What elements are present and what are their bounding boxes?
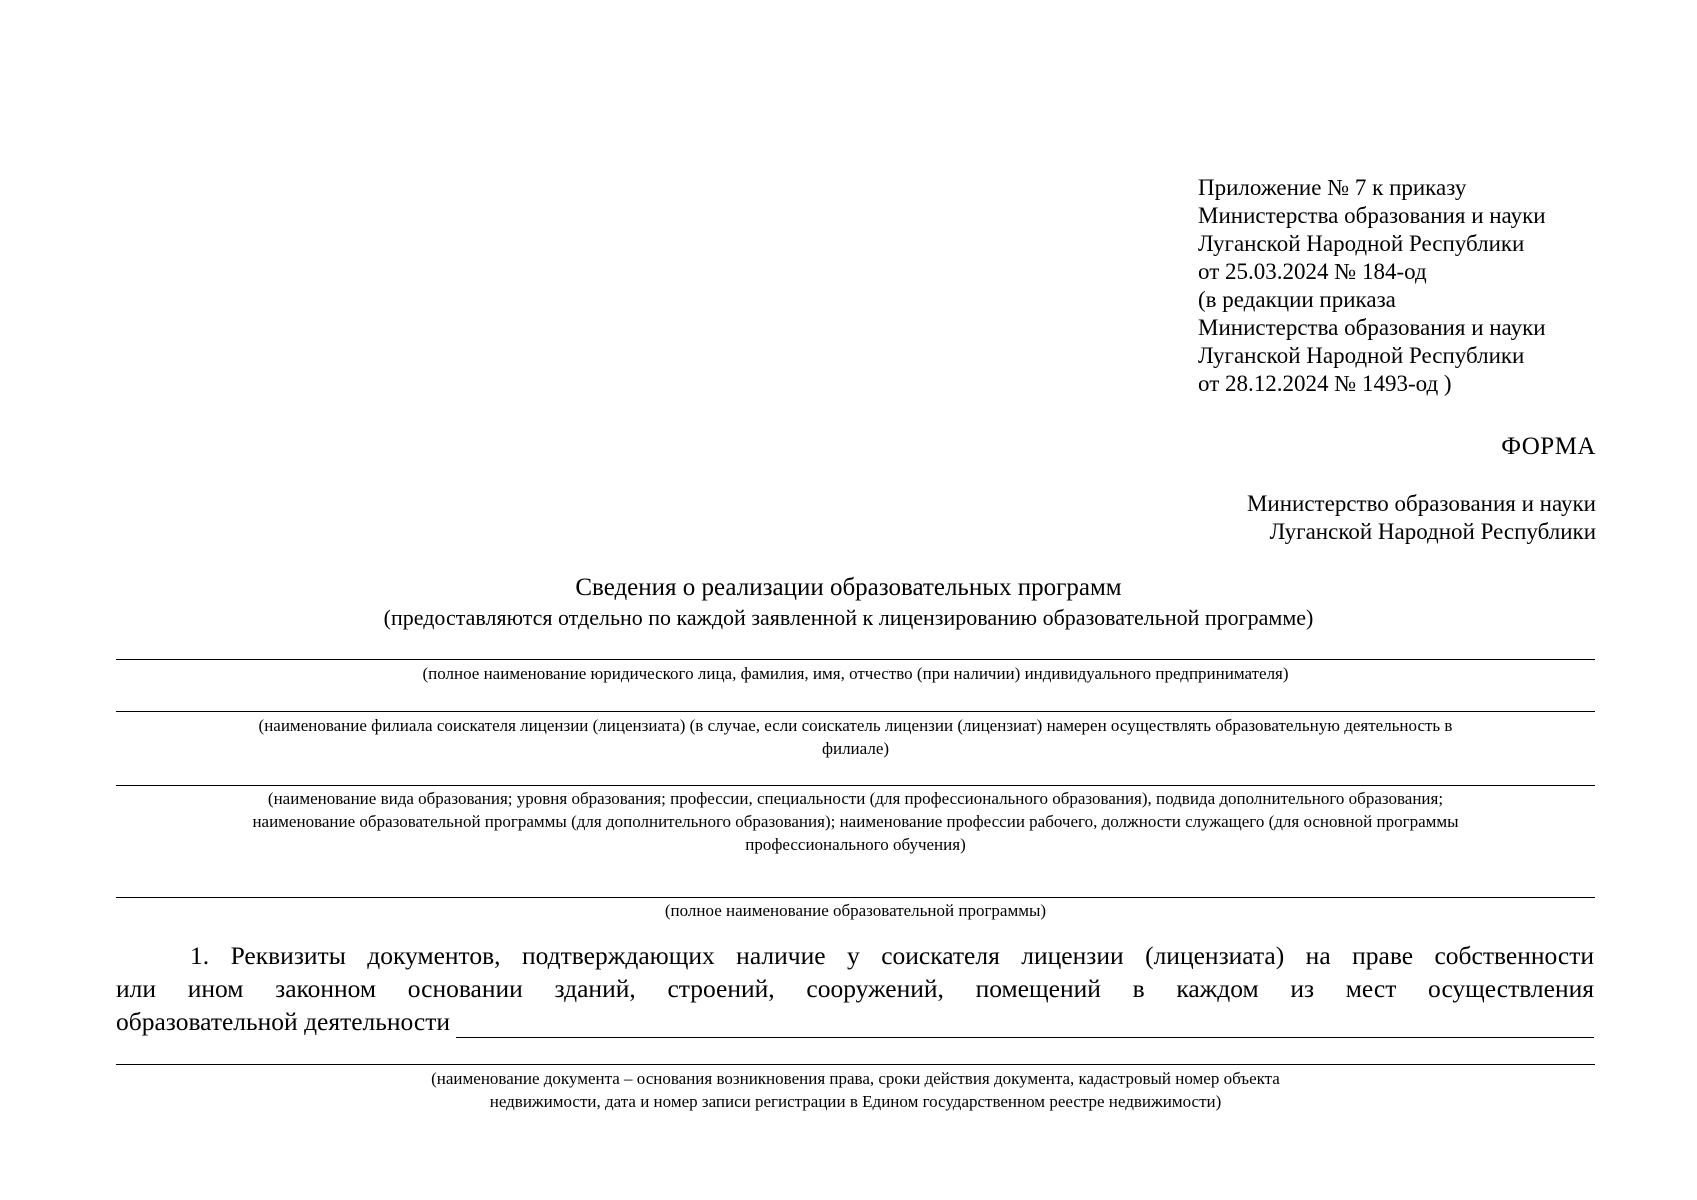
document-subtitle: (предоставляются отдельно по каждой заявленной к лицензированию образовательной программе) xyxy=(383,605,1314,630)
property-documents-field-line xyxy=(116,1064,1595,1065)
addressee-block xyxy=(996,490,1596,546)
appendix-line: Министерства образования и науки xyxy=(1198,315,1546,340)
appendix-line: от 28.12.2024 № 1493-од ) xyxy=(1198,371,1452,396)
education-type-caption-line: (наименование вида образования; уровня образования; профессии, специальности (для профессионального образования), подвида дополнительного образования; xyxy=(267,789,1444,808)
appendix-line: Луганской Народной Республики xyxy=(1198,231,1525,256)
appendix-line: Луганской Народной Республики xyxy=(1198,343,1525,368)
branch-caption-line: филиале) xyxy=(821,739,890,758)
appendix-line: (в редакции приказа xyxy=(1198,287,1396,312)
section-1-line: образовательной деятельности xyxy=(116,1007,451,1036)
property-documents-caption-line: недвижимости, дата и номер записи регистрации в Едином государственном реестре недвижимости) xyxy=(489,1092,1222,1111)
program-caption: (полное наименование образовательной программы) xyxy=(664,901,1047,920)
appendix-block xyxy=(1198,174,1658,398)
legal-entity-field-line xyxy=(116,659,1595,660)
section-1-line: или ином законном основании зданий, строений, сооружений, помещений в каждом из мест осуществления xyxy=(116,974,1594,1003)
education-type-caption-line: наименование образовательной программы (для дополнительного образования); наименование профессии рабочего, должности служащего (для основной программы xyxy=(252,812,1459,831)
appendix-line: Приложение № 7 к приказу xyxy=(1198,175,1467,200)
branch-caption xyxy=(116,714,1595,760)
education-type-caption-line: профессионального обучения) xyxy=(745,835,966,854)
appendix-line: Министерства образования и науки xyxy=(1198,203,1546,228)
branch-caption-line: (наименование филиала соискателя лицензии (лицензиата) (в случае, если соискатель лицензии (лицензиат) намерен осуществлять образовательную деятельность в xyxy=(258,716,1453,735)
legal-entity-caption: (полное наименование юридического лица, фамилия, имя, отчество (при наличии) индивидуального предпринимателя) xyxy=(422,664,1289,683)
appendix-line: от 25.03.2024 № 184-од xyxy=(1198,259,1427,284)
form-label: ФОРМА xyxy=(1501,433,1596,460)
branch-field-line xyxy=(116,711,1595,712)
addressee-line: Министерство образования и науки xyxy=(1246,491,1596,516)
section-1-paragraph xyxy=(116,939,1594,1038)
document-title: Сведения о реализации образовательных программ xyxy=(575,574,1122,601)
education-type-field-line xyxy=(116,785,1595,786)
property-documents-fill-line xyxy=(456,1012,1594,1038)
addressee-line: Луганской Народной Республики xyxy=(1269,519,1596,544)
property-documents-caption xyxy=(116,1067,1595,1113)
program-field-line xyxy=(116,897,1595,898)
education-type-caption xyxy=(116,787,1595,856)
property-documents-caption-line: (наименование документа – основания возникновения права, сроки действия документа, кадастровый номер объекта xyxy=(431,1069,1280,1088)
section-1-line: 1. Реквизиты документов, подтверждающих наличие у соискателя лицензии (лицензиата) на праве собственности xyxy=(190,941,1594,970)
section-1-last-line xyxy=(116,1005,1594,1038)
